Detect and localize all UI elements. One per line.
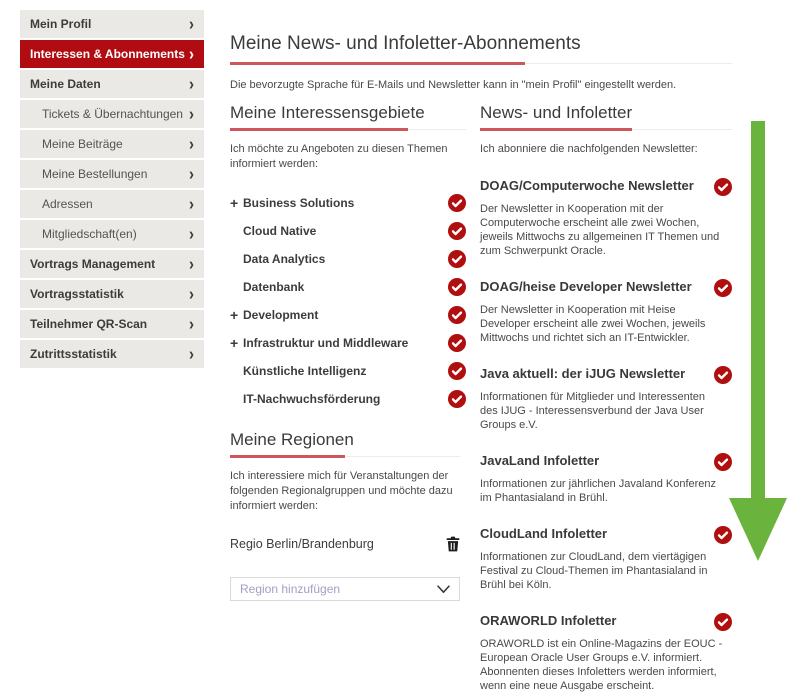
region-label: Regio Berlin/Brandenburg — [230, 537, 374, 551]
chevron-right-icon: › — [189, 224, 194, 244]
chevron-right-icon: › — [189, 164, 194, 184]
interest-row-cloud-native — [230, 217, 466, 245]
sidebar — [20, 10, 204, 370]
sidebar-item-meine-bestellungen[interactable] — [20, 160, 204, 188]
interest-list — [230, 189, 466, 413]
expand-plus-icon[interactable]: + — [230, 195, 239, 211]
subscribed-check-icon[interactable] — [448, 362, 466, 380]
section-interests — [230, 103, 466, 413]
sidebar-item-label: Meine Beiträge — [42, 137, 123, 151]
page-header — [230, 33, 732, 92]
sidebar-item-tickets-uebernachtungen[interactable] — [20, 100, 204, 128]
subscribed-check-icon[interactable] — [448, 250, 466, 268]
interests-heading: Meine Interessensgebiete — [230, 103, 466, 130]
subscribed-check-icon[interactable] — [448, 278, 466, 296]
newsletter-title: JavaLand Infoletter — [480, 453, 600, 468]
chevron-right-icon: › — [189, 314, 194, 334]
region-add-placeholder: Region hinzufügen — [240, 582, 341, 596]
subscribed-check-icon[interactable] — [448, 390, 466, 408]
chevron-right-icon: › — [189, 104, 194, 124]
newsletter-description: Informationen zur jährlichen Javaland Konferenz im Phantasialand in Brühl. — [480, 478, 717, 504]
subscribed-check-icon[interactable] — [448, 334, 466, 352]
chevron-right-icon: › — [189, 14, 194, 34]
newsletters-heading: News- und Infoletter — [480, 103, 732, 130]
interest-label: Data Analytics — [243, 252, 326, 266]
page-title: Meine News- und Infoletter-Abonnements — [230, 33, 732, 64]
chevron-down-icon — [437, 585, 450, 594]
chevron-right-icon: › — [189, 284, 194, 304]
newsletter-title: ORAWORLD Infoletter — [480, 613, 617, 628]
green-arrow-annotation — [727, 121, 789, 563]
expand-plus-icon[interactable]: + — [230, 307, 239, 323]
sidebar-item-label: Interessen & Abonnements — [30, 47, 185, 61]
newsletter-description: Informationen für Mitglieder und Interessenten des IJUG - Interessensverbund der Java User Groups e.V. — [480, 391, 706, 431]
interest-label: Datenbank — [243, 280, 305, 294]
sidebar-item-teilnehmer-qr-scan[interactable] — [20, 310, 204, 338]
newsletter-item-java-aktuell — [480, 366, 732, 432]
sidebar-item-label: Meine Bestellungen — [42, 167, 148, 181]
sidebar-item-interessen-abonnements[interactable] — [20, 40, 204, 68]
interests-intro: Ich möchte zu Angeboten zu diesen Themen informiert werden: — [230, 143, 448, 170]
newsletter-title: Java aktuell: der iJUG Newsletter — [480, 366, 686, 381]
interest-label: Development — [243, 308, 319, 322]
chevron-right-icon: › — [189, 344, 194, 364]
newsletter-title: CloudLand Infoletter — [480, 526, 608, 541]
interest-row-data-analytics — [230, 245, 466, 273]
subscribed-check-icon[interactable] — [448, 194, 466, 212]
sidebar-item-label: Mein Profil — [30, 17, 92, 31]
newsletter-description: Der Newsletter in Kooperation mit Heise Developer erscheint alle zwei Wochen, jeweils Mittwochs und richtet sich an IT-Entwickler. — [480, 304, 706, 344]
newsletter-item-doag-heise-developer — [480, 279, 732, 345]
newsletter-description: Informationen zur CloudLand, dem viertägigen Festival zu Cloud-Themen im Phantasialand in Brühl bei Köln. — [480, 551, 708, 591]
delete-region-trash-icon[interactable] — [446, 536, 460, 552]
region-add-select[interactable] — [230, 577, 460, 601]
sidebar-item-mitgliedschaften[interactable] — [20, 220, 204, 248]
newsletter-item-oraworld — [480, 613, 732, 693]
region-row — [230, 536, 460, 552]
newsletter-item-javaland — [480, 453, 732, 505]
sidebar-item-label: Vortrags Management — [30, 257, 156, 271]
interest-row-development — [230, 301, 466, 329]
sidebar-item-label: Mitgliedschaft(en) — [42, 227, 137, 241]
interest-label: Künstliche Intelligenz — [243, 364, 367, 378]
interest-row-business-solutions — [230, 189, 466, 217]
page-intro: Die bevorzugte Sprache für E-Mails und Newsletter kann in "mein Profil" eingestellt werden. — [230, 79, 677, 91]
sidebar-item-meine-daten[interactable] — [20, 70, 204, 98]
interest-row-datenbank — [230, 273, 466, 301]
newsletter-title: DOAG/heise Developer Newsletter — [480, 279, 692, 294]
sidebar-item-label: Vortragsstatistik — [30, 287, 124, 301]
interest-row-infrastruktur — [230, 329, 466, 357]
sidebar-item-label: Zutrittsstatistik — [30, 347, 117, 361]
regions-intro: Ich interessiere mich für Veranstaltungen der folgenden Regionalgruppen und möchte dazu informiert werden: — [230, 470, 453, 512]
sidebar-item-zutrittsstatistik[interactable] — [20, 340, 204, 368]
sidebar-item-label: Teilnehmer QR-Scan — [30, 317, 148, 331]
section-regions — [230, 430, 460, 601]
interest-label: Infrastruktur und Middleware — [243, 336, 409, 350]
newsletter-description: ORAWORLD ist ein Online-Magazins der EOUC - European Oracle User Groups e.V. informiert. Abonnenten dieses Infoletters werden informiert, wenn eine neue Ausgabe erscheint. — [480, 638, 723, 692]
chevron-right-icon: › — [189, 74, 194, 94]
interest-label: Cloud Native — [243, 224, 317, 238]
subscribed-check-icon[interactable] — [448, 222, 466, 240]
regions-heading: Meine Regionen — [230, 430, 460, 457]
sidebar-item-vortragsstatistik[interactable] — [20, 280, 204, 308]
section-newsletters — [480, 103, 732, 693]
interest-label: Business Solutions — [243, 196, 355, 210]
sidebar-item-label: Tickets & Übernachtungen — [42, 107, 183, 121]
sidebar-item-mein-profil[interactable] — [20, 10, 204, 38]
subscribed-check-icon[interactable] — [448, 306, 466, 324]
newsletter-title: DOAG/Computerwoche Newsletter — [480, 178, 694, 193]
sidebar-item-adressen[interactable] — [20, 190, 204, 218]
newsletter-description: Der Newsletter in Kooperation mit der Computerwoche erscheint alle zwei Wochen, jeweils Mittwochs zu allgemeinen IT Themen und zum Schwerpunkt Oracle. — [480, 203, 720, 257]
subscribed-check-icon[interactable] — [714, 613, 732, 631]
expand-plus-icon[interactable]: + — [230, 335, 239, 351]
newsletter-item-cloudland — [480, 526, 732, 592]
chevron-right-icon: › — [189, 194, 194, 214]
interest-label: IT-Nachwuchsförderung — [243, 392, 381, 406]
newsletters-intro: Ich abonniere die nachfolgenden Newsletter: — [480, 143, 698, 155]
chevron-right-icon: › — [189, 44, 194, 64]
chevron-right-icon: › — [189, 134, 194, 154]
sidebar-item-meine-beitraege[interactable] — [20, 130, 204, 158]
interest-row-kuenstliche-intelligenz — [230, 357, 466, 385]
sidebar-item-vortrags-management[interactable] — [20, 250, 204, 278]
interest-row-it-nachwuchsfoerderung — [230, 385, 466, 413]
chevron-right-icon: › — [189, 254, 194, 274]
sidebar-item-label: Meine Daten — [30, 77, 101, 91]
sidebar-item-label: Adressen — [42, 197, 93, 211]
newsletter-item-doag-computerwoche — [480, 178, 732, 258]
